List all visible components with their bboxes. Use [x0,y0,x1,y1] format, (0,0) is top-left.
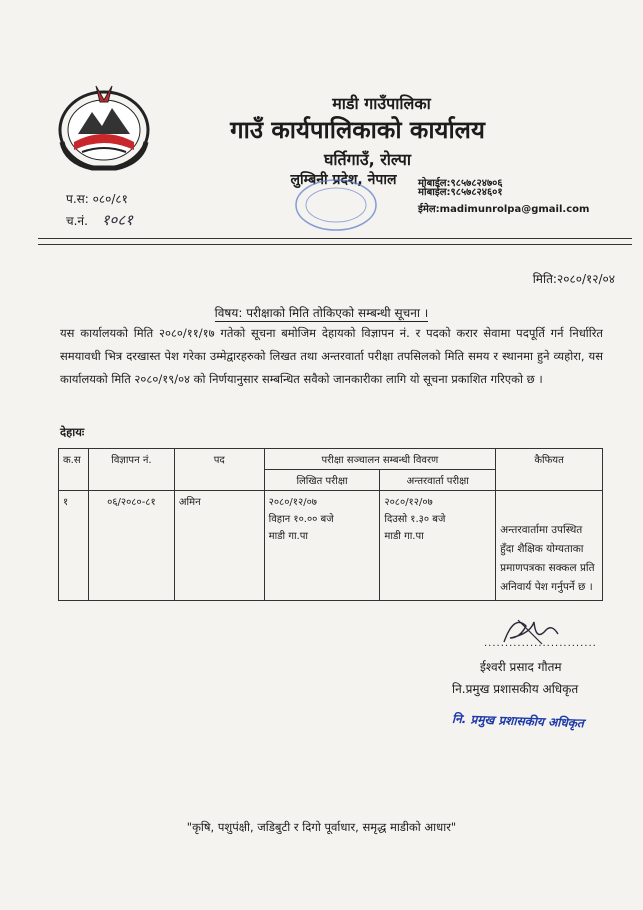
header-divider-second [38,244,632,245]
office-province: लुम्बिनी प्रदेश, नेपाल [290,172,397,188]
office-stamp-icon [292,176,380,234]
header-written: लिखित परीक्षा [264,470,380,491]
row-interview [380,491,496,601]
dispatch-number [66,210,133,230]
written-date: २०८०/१२/०७ [268,497,317,508]
notice-body: यस कार्यालयको मिति २०८०/११/१७ गतेको सूचना बमोजिम देहायको विज्ञापन नं. र पदको करार सेवामा पदपूर्ति गर्न निर्धारित समयावधी भित्र दरखास्त पेश गरेका उम्मेद्वारहरुको लिखत तथा अन्तरवार्ता परीक्षा तपसिलको मिति समय र स्थानमा हुने व्यहोरा, यस कार्यालयको मिति २०८०/१९/०४ को निर्णयानुसार सम्बन्धित सवैको जानकारीका लागि यो सूचना प्रकाशित गरिएको छ । [60,326,603,386]
table-row [59,491,603,601]
interview-date: २०८०/१२/०७ [384,497,433,508]
signatory-name: ईश्वरी प्रसाद गौतम [480,660,562,674]
header-divider [38,238,632,239]
footer-motto: "कृषि, पशुपंक्षी, जडिबुटी र दिगो पूर्वाधार, समृद्ध माडीको आधार" [186,820,457,834]
row-sn: १ [59,491,89,601]
row-remarks [496,491,603,601]
header-exam-group: परीक्षा सञ्चालन सम्बन्धी विवरण [264,449,496,470]
header-interview: अन्तरवार्ता परीक्षा [380,470,496,491]
signature-line: ........................... [484,638,597,649]
written-place: माडी गा.पा [268,531,308,542]
row-written [264,491,380,601]
ps-label: प.स: [66,192,89,206]
fiscal-reference [66,190,128,207]
subject-line [0,304,643,321]
notice-date: मिति:२०८०/१२/०४ [532,272,615,286]
header-sn: क.स [59,449,89,491]
subject-text: विषय: परीक्षाको मिति तोकिएको सम्बन्धी सूचना । [214,306,429,320]
signatory-title: नि.प्रमुख प्रशासकीय अधिकृत [452,682,579,696]
row-post: अमिन [174,491,264,601]
remarks-text: अन्तरवार्तामा उपस्थित हुँदा शैक्षिक योग्यताका प्रमाणपत्रका सक्कल प्रति अनिवार्य पेश गर्नुपर्ने छ । [500,524,595,593]
interview-time: दिउसो १.३० बजे [384,514,446,525]
org-name: माडी गाउँपालिका [332,94,431,113]
written-time: विहान १०.०० बजे [268,514,334,525]
header-post: पद [174,449,264,491]
header-ad-no: विज्ञापन नं. [88,449,174,491]
mobile-number-2: मोबाईल:९८५७८२४६०१ [418,187,503,198]
office-address: घर्तिगाउँ, रोल्पा [323,150,412,169]
chn-label: च.नं. [66,214,88,228]
dehaya-label: देहायः [60,425,85,439]
mobile-number-1: मोबाईल:९८५७८२४७०६ [418,178,503,189]
header-remarks: कैफियत [496,449,603,491]
chn-value: १०८१ [101,211,133,229]
ps-value: ०८०/८१ [92,192,128,206]
table-header-row [59,449,603,470]
interview-place: माडी गा.पा [384,531,424,542]
title-stamp: नि. प्रमुख प्रशासकीय अधिकृत [451,711,585,731]
exam-schedule-table [58,448,603,601]
office-name: गाउँ कार्यपालिकाको कार्यालय [230,116,485,144]
email-address: ईमेल:madimunrolpa@gmail.com [418,204,590,215]
row-ad-no: ०६/२०८०-८१ [88,491,174,601]
